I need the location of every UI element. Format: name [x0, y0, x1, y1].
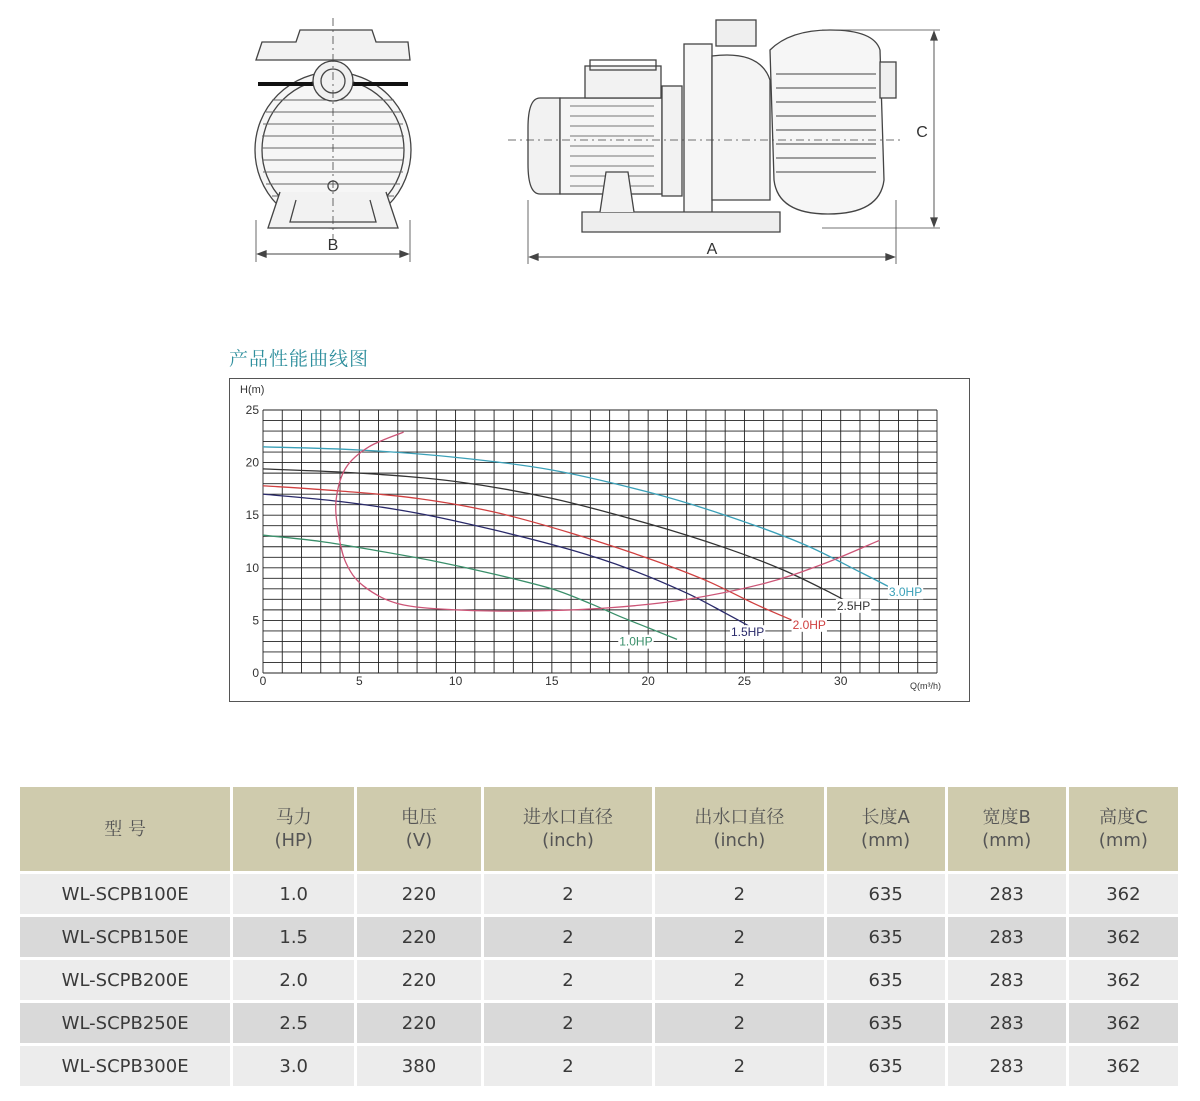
series-line-3-0hp — [263, 447, 889, 587]
header-length: 长度A (mm) — [827, 787, 945, 871]
cell-inlet: 2 — [484, 1003, 652, 1043]
x-tick-label: 30 — [834, 674, 848, 688]
cell-length: 635 — [827, 960, 945, 1000]
length-label-A: A — [706, 241, 718, 258]
table-row — [20, 1046, 1178, 1086]
spec-table — [17, 784, 1181, 1089]
chart-title: 产品性能曲线图 — [229, 348, 370, 370]
y-tick-label: 25 — [245, 403, 259, 417]
x-tick-label: 10 — [448, 674, 463, 688]
table-header-row — [20, 787, 1178, 871]
cell-height: 362 — [1069, 917, 1178, 957]
cell-width: 283 — [948, 1003, 1066, 1043]
cell-model: WL-SCPB300E — [20, 1046, 230, 1086]
cell-hp: 1.0 — [233, 874, 354, 914]
cell-width: 283 — [948, 917, 1066, 957]
cell-inlet: 2 — [484, 874, 652, 914]
y-tick-label: 5 — [252, 613, 259, 628]
cell-height: 362 — [1069, 874, 1178, 914]
cell-height: 362 — [1069, 1046, 1178, 1086]
table-row — [20, 874, 1178, 914]
cell-outlet: 2 — [655, 1046, 823, 1086]
cell-inlet: 2 — [484, 960, 652, 1000]
x-axis-label: Q(m³/h) — [910, 681, 941, 691]
cell-model: WL-SCPB150E — [20, 917, 230, 957]
y-tick-label: 10 — [245, 560, 259, 575]
x-tick-label: 20 — [641, 674, 655, 688]
cell-outlet: 2 — [655, 960, 823, 1000]
x-tick-label: 0 — [259, 674, 267, 688]
header-hp: 马力 (HP) — [233, 787, 354, 871]
cell-hp: 2.5 — [233, 1003, 354, 1043]
x-tick-label: 5 — [355, 674, 363, 688]
series-label: 2.0HP — [792, 617, 826, 632]
cell-height: 362 — [1069, 1003, 1178, 1043]
cell-hp: 3.0 — [233, 1046, 354, 1086]
cell-outlet: 2 — [655, 1003, 823, 1043]
series-label: 3.0HP — [888, 585, 923, 600]
performance-chart — [229, 378, 970, 702]
cell-voltage: 220 — [357, 874, 481, 914]
header-model: 型 号 — [20, 787, 230, 871]
x-tick-label: 15 — [545, 674, 559, 688]
header-outlet: 出水口直径 (inch) — [655, 787, 823, 871]
table-row — [20, 960, 1178, 1000]
cell-voltage: 220 — [357, 1003, 481, 1043]
y-axis-label: H(m) — [240, 384, 265, 396]
series-label: 1.5HP — [730, 625, 765, 640]
cell-width: 283 — [948, 1046, 1066, 1086]
cell-outlet: 2 — [655, 917, 823, 957]
cell-voltage: 220 — [357, 960, 481, 1000]
performance-chart-svg — [230, 379, 971, 703]
cell-length: 635 — [827, 1046, 945, 1086]
series-label: 2.5HP — [836, 598, 871, 613]
cell-length: 635 — [827, 874, 945, 914]
front-view-drawing — [255, 18, 411, 262]
y-tick-label: 20 — [245, 455, 259, 470]
cell-model: WL-SCPB100E — [20, 874, 230, 914]
pump-drawings — [0, 0, 1200, 300]
cell-length: 635 — [827, 917, 945, 957]
side-view-drawing — [508, 20, 940, 264]
cell-height: 362 — [1069, 960, 1178, 1000]
header-voltage: 电压 (V) — [357, 787, 481, 871]
cell-inlet: 2 — [484, 1046, 652, 1086]
chart-series — [263, 432, 923, 649]
width-label-B: B — [327, 237, 339, 254]
cell-inlet: 2 — [484, 917, 652, 957]
height-label-C: C — [916, 124, 928, 141]
cell-length: 635 — [827, 1003, 945, 1043]
cell-voltage: 220 — [357, 917, 481, 957]
header-width: 宽度B (mm) — [948, 787, 1066, 871]
series-label: 1.0HP — [619, 634, 653, 649]
chart-ticks — [246, 403, 848, 688]
cell-width: 283 — [948, 960, 1066, 1000]
table-row — [20, 917, 1178, 957]
cell-hp: 1.5 — [233, 917, 354, 957]
cell-outlet: 2 — [655, 874, 823, 914]
cell-width: 283 — [948, 874, 1066, 914]
y-tick-label: 0 — [252, 666, 259, 680]
cell-model: WL-SCPB250E — [20, 1003, 230, 1043]
cell-hp: 2.0 — [233, 960, 354, 1000]
header-height: 高度C (mm) — [1069, 787, 1178, 871]
header-inlet: 进水口直径 (inch) — [484, 787, 652, 871]
x-tick-label: 25 — [737, 674, 752, 688]
table-row — [20, 1003, 1178, 1043]
series-line-1-0hp — [263, 535, 677, 639]
cell-voltage: 380 — [357, 1046, 481, 1086]
y-tick-label: 15 — [245, 508, 259, 523]
cell-model: WL-SCPB200E — [20, 960, 230, 1000]
